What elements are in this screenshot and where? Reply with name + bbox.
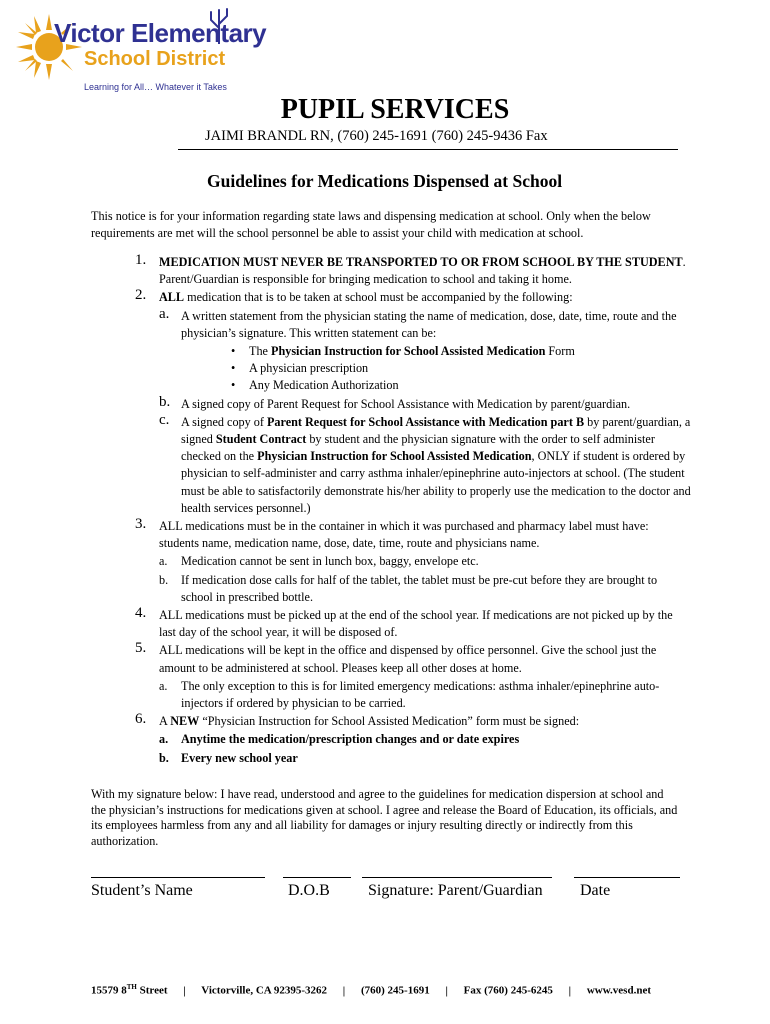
bullet-text: Any Medication Authorization bbox=[249, 378, 399, 393]
item-text: “Physician Instruction for School Assisted Medication” form must be signed: bbox=[199, 714, 580, 729]
sub-text-bold: Parent Request for School Assistance with Medication part B bbox=[266, 414, 585, 429]
list-item bbox=[91, 518, 691, 606]
guidelines-list bbox=[91, 254, 691, 768]
logo-district: School District bbox=[84, 48, 226, 70]
footer-address bbox=[91, 983, 651, 997]
sub-item bbox=[159, 305, 691, 342]
sub-text: A signed copy of bbox=[181, 414, 267, 429]
sub-item bbox=[159, 678, 691, 712]
sub-letter: a. bbox=[159, 554, 168, 569]
item-text-bold: MEDICATION MUST NEVER BE TRANSPORTED TO OR FROM SCHOOL BY THE STUDENT bbox=[159, 255, 683, 269]
sub-text: by parent/guardian, a signed bbox=[181, 414, 691, 447]
logo-tagline: Learning for All… Whatever it Takes bbox=[84, 82, 227, 92]
footer-separator: | bbox=[342, 984, 346, 997]
document-title: Guidelines for Medications Dispensed at School bbox=[207, 171, 563, 191]
bullet-item bbox=[159, 343, 691, 360]
bullet-item bbox=[159, 377, 691, 394]
footer-street-suffix: TH bbox=[126, 983, 137, 991]
footer-separator: | bbox=[183, 984, 186, 997]
sub-text: , ONLY if student is ordered by physician to self-administer and carry asthma inhaler/epinephrine auto-injectors at school. (The student must be able to satisfactorily demonstrate his/her ability to properly use the medication to the doctor and health services personnel.) bbox=[181, 449, 691, 515]
sub-text: Medication cannot be sent in lunch box, baggy, envelope etc. bbox=[181, 554, 479, 569]
sub-item bbox=[159, 572, 691, 606]
item-number: 2. bbox=[135, 287, 147, 304]
logo-name: Victor Elementary bbox=[54, 18, 267, 48]
bullet-text: A physician prescription bbox=[249, 361, 369, 376]
parent-signature-line[interactable] bbox=[362, 877, 552, 878]
header-divider bbox=[178, 149, 678, 150]
footer-website[interactable]: www.vesd.net bbox=[586, 984, 651, 997]
sub-text: If medication dose calls for half of the tablet, the tablet must be pre-cut before they are brought to school in prescribed bottle. bbox=[181, 572, 658, 604]
sub-item bbox=[159, 393, 691, 413]
sub-letter: c. bbox=[159, 411, 170, 428]
student-name-label: Student’s Name bbox=[91, 882, 193, 899]
list-item bbox=[91, 254, 691, 288]
agreement-paragraph: With my signature below: I have read, understood and agree to the guidelines for medication dispersion at school and the physician’s instructions for medications given at school. I agree and release the Board of Education, its officials, and its employees harmless from any and all liability for damages or injury resulting directly or indirectly from this authorization. bbox=[91, 787, 678, 848]
bullet-text: The bbox=[249, 344, 271, 359]
sub-text: by student and the physician signature with the order to self administer checked on the bbox=[181, 432, 655, 464]
list-item bbox=[91, 607, 691, 641]
sub-text-bold: Anytime the medication/prescription changes and or date expires bbox=[181, 732, 520, 747]
date-line[interactable] bbox=[574, 877, 680, 878]
item-text: . Parent/Guardian is responsible for bringing medication to school and taking it home. bbox=[159, 255, 686, 287]
bullet-item bbox=[159, 360, 691, 377]
sub-text-bold: Student Contract bbox=[215, 432, 307, 447]
sub-letter: a. bbox=[159, 678, 168, 693]
sub-item bbox=[159, 553, 691, 570]
sub-item bbox=[159, 750, 691, 767]
district-logo bbox=[14, 6, 267, 98]
sub-letter: a. bbox=[159, 305, 170, 322]
footer-phone: (760) 245-1691 bbox=[360, 984, 430, 997]
sub-letter: a. bbox=[159, 732, 169, 747]
intro-paragraph: This notice is for your information regarding state laws and dispensing medication at school. Only when the below requirements are met will the school personnel be able to assist your child with medication at school. bbox=[91, 209, 651, 240]
list-item bbox=[91, 289, 691, 517]
bullet-text: Form bbox=[545, 344, 575, 359]
item-text: ALL medications must be in the container in which it was purchased and pharmacy label must have: students name, medication name, dose, date, time, route and physicians name. bbox=[159, 519, 649, 551]
sub-text-bold: Every new school year bbox=[181, 750, 298, 765]
sub-item bbox=[159, 731, 691, 748]
sub-letter: b. bbox=[159, 393, 171, 410]
item-text: medication that is to be taken at school must be accompanied by the following: bbox=[184, 290, 573, 305]
contact-line: JAIMI BRANDL RN, (760) 245-1691 (760) 245-9436 Fax bbox=[205, 128, 548, 144]
footer-separator: | bbox=[445, 984, 448, 997]
item-text: ALL medications will be kept in the office and dispensed by office personnel. Give the school just the amount to be administered at school. Pleases keep all other doses at home. bbox=[159, 643, 657, 675]
item-number: 3. bbox=[135, 516, 147, 533]
parent-signature-label: Signature: Parent/Guardian bbox=[368, 882, 543, 899]
item-number: 1. bbox=[135, 252, 147, 268]
item-text: A bbox=[159, 714, 171, 729]
sub-text: A signed copy of Parent Request for School Assistance with Medication by parent/guardian. bbox=[181, 396, 631, 411]
sub-item bbox=[159, 411, 691, 517]
sub-letter: b. bbox=[159, 572, 169, 587]
item-text-bold: NEW bbox=[170, 714, 200, 729]
footer-fax: Fax (760) 245-6245 bbox=[463, 984, 553, 997]
bullet-text-bold: Physician Instruction for School Assisted Medication bbox=[271, 344, 546, 359]
item-text-bold: ALL bbox=[159, 290, 185, 305]
date-label: Date bbox=[580, 882, 611, 899]
page-title: PUPIL SERVICES bbox=[280, 94, 510, 125]
student-name-line[interactable] bbox=[91, 877, 265, 878]
list-item bbox=[91, 642, 691, 712]
footer-street-number: 15579 8 bbox=[91, 984, 127, 997]
item-number: 5. bbox=[135, 640, 147, 657]
footer-city: Victorville, CA 92395-3262 bbox=[201, 984, 328, 997]
footer-separator: | bbox=[568, 984, 572, 997]
joshua-tree-icon bbox=[204, 6, 234, 44]
item-number: 4. bbox=[135, 605, 147, 622]
item-text: ALL medications must be picked up at the end of the school year. If medications are not picked up by the last day of the school year, it will be disposed of. bbox=[159, 608, 673, 640]
list-item bbox=[91, 713, 691, 767]
sub-text-bold: Physician Instruction for School Assisted Medication bbox=[257, 449, 532, 464]
sub-letter: b. bbox=[159, 750, 169, 765]
dob-label: D.O.B bbox=[288, 882, 330, 899]
footer-street: Street bbox=[136, 984, 168, 997]
item-number: 6. bbox=[135, 711, 147, 728]
sub-text: The only exception to this is for limited emergency medications: asthma inhaler/epinephrine auto-injectors if ordered by physician to be carried. bbox=[181, 678, 660, 711]
sub-text: A written statement from the physician stating the name of medication, dose, date, time, route and the physician’s signature. This written statement can be: bbox=[181, 308, 677, 340]
dob-line[interactable] bbox=[283, 877, 351, 878]
